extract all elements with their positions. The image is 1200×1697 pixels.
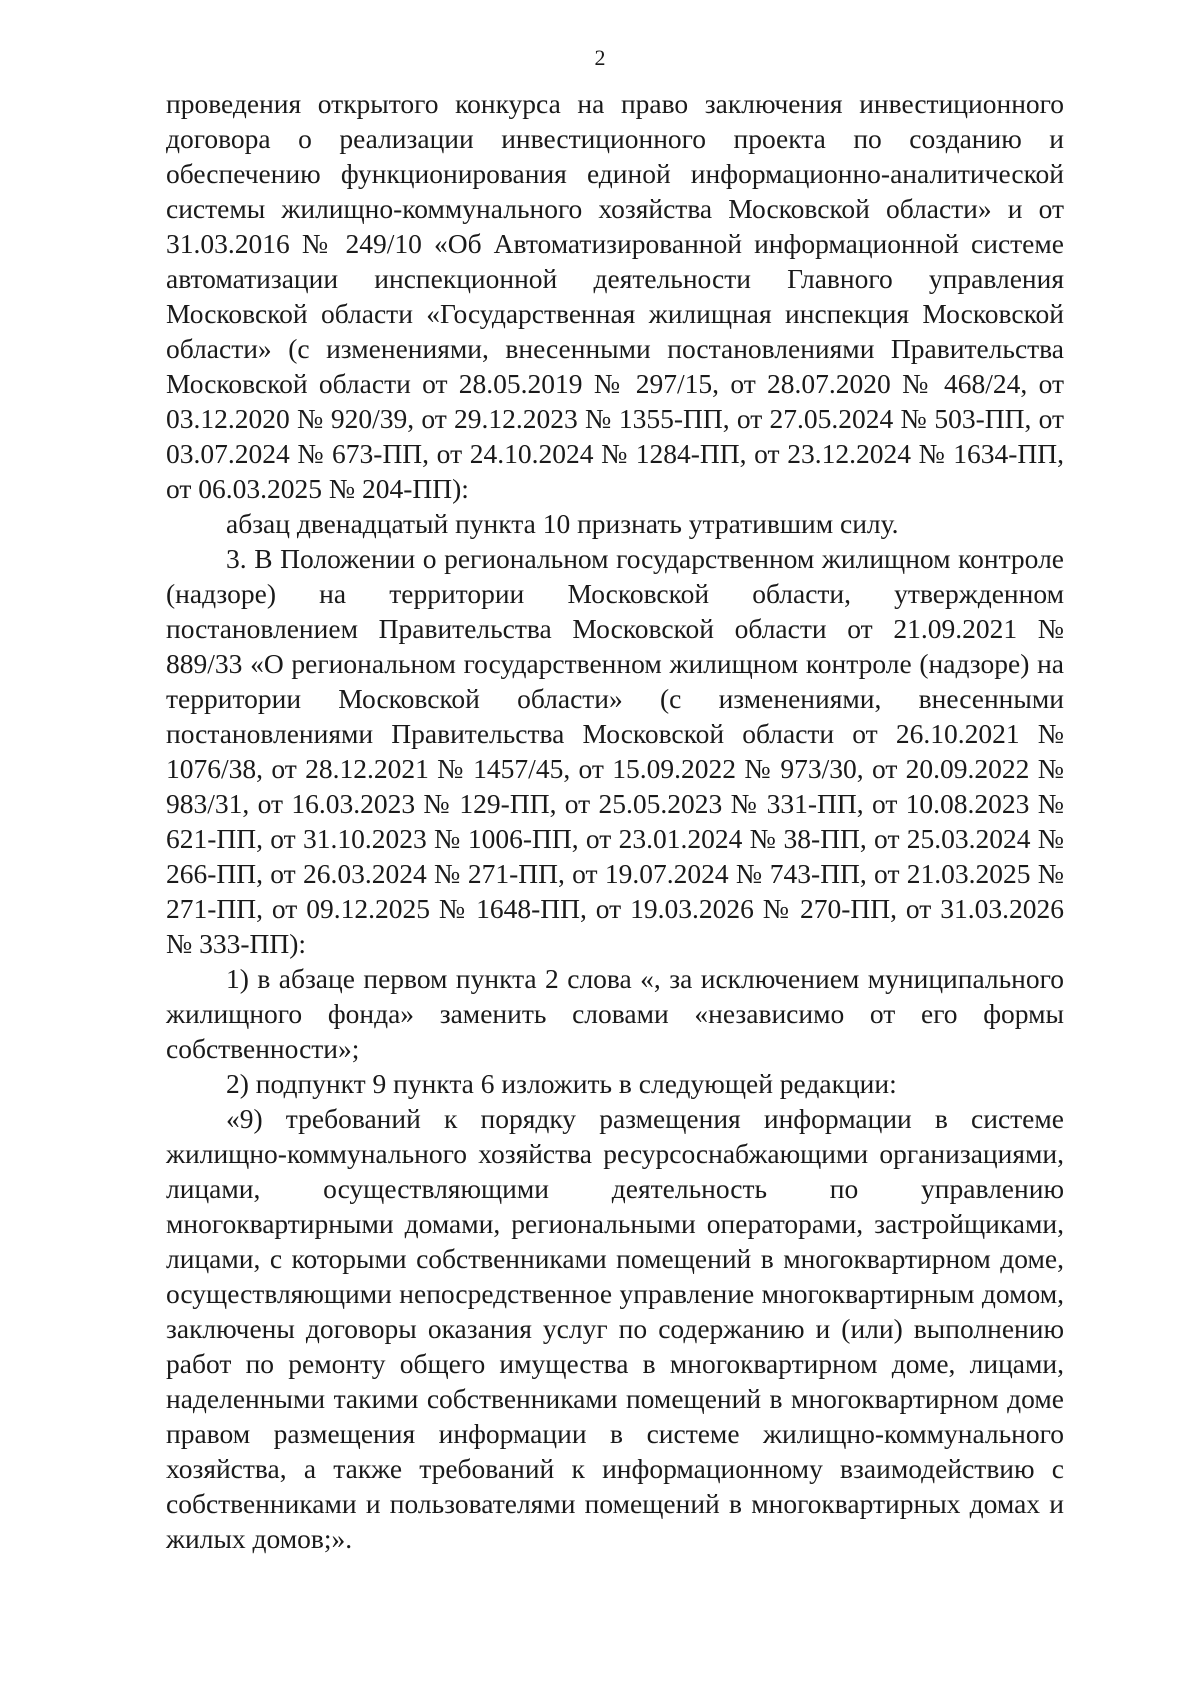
paragraph-quoted-item-9: «9) требований к порядку размещения информации в системе жилищно-коммунального хозяйства ресурсоснабжающими организациями, лицами, осуществляющими деятельность по управлению многоквартирными домами, региональными операторами, застройщиками, лицами, с которыми собственниками помещений в многоквартирном доме, осуществляющими непосредственное управление многоквартирным домом, заключены договоры оказания услуг по содержанию и (или) выполнению работ по ремонту общего имущества в многоквартирном доме, лицами, наделенными такими собственниками помещений в многоквартирном доме правом размещения информации в системе жилищно-коммунального хозяйства, а также требований к информационному взаимодействию с собственниками и пользователями помещений в многоквартирных домах и жилых домов;». <box>166 1103 1064 1554</box>
paragraph-subitem-2: 2) подпункт 9 пункта 6 изложить в следующей редакции: <box>226 1068 897 1099</box>
document-body <box>166 86 1064 1556</box>
paragraph-abzac-dvenadcatyj: абзац двенадцатый пункта 10 признать утратившим силу. <box>226 508 899 539</box>
page-number: 2 <box>594 45 606 70</box>
paragraph-item-3: 3. В Положении о региональном государственном жилищном контроле (надзоре) на территории Московской области, утвержденном постановлением Правительства Московской области от 21.09.2021 № 889/33 «О региональном государственном жилищном контроле (надзоре) на территории Московской области» (с изменениями, внесенными постановлениями Правительства Московской области от 26.10.2021 № 1076/38, от 28.12.2021 № 1457/45, от 15.09.2022 № 973/30, от 20.09.2022 № 983/31, от 16.03.2023 № 129-ПП, от 25.05.2023 № 331-ПП, от 10.08.2023 № 621-ПП, от 31.10.2023 № 1006-ПП, от 23.01.2024 № 38-ПП, от 25.03.2024 № 266-ПП, от 26.03.2024 № 271-ПП, от 19.07.2024 № 743-ПП, от 21.03.2025 № 271-ПП, от 09.12.2025 № 1648-ПП, от 19.03.2026 № 270-ПП, от 31.03.2026 № 333-ПП): <box>166 543 1064 959</box>
paragraph-subitem-1: 1) в абзаце первом пункта 2 слова «, за исключением муниципального жилищного фонда» заменить словами «независимо от его формы собственности»; <box>166 963 1064 1064</box>
paragraph-continuation: проведения открытого конкурса на право заключения инвестиционного договора о реализации инвестиционного проекта по созданию и обеспечению функционирования единой информационно-аналитической системы жилищно-коммунального хозяйства Московской области» и от 31.03.2016 № 249/10 «Об Автоматизированной информационной системе автоматизации инспекционной деятельности Главного управления Московской области «Государственная жилищная инспекция Московской области» (с изменениями, внесенными постановлениями Правительства Московской области от 28.05.2019 № 297/15, от 28.07.2020 № 468/24, от 03.12.2020 № 920/39, от 29.12.2023 № 1355-ПП, от 27.05.2024 № 503-ПП, от 03.07.2024 № 673-ПП, от 24.10.2024 № 1284-ПП, от 23.12.2024 № 1634-ПП, от 06.03.2025 № 204-ПП): <box>166 88 1064 504</box>
